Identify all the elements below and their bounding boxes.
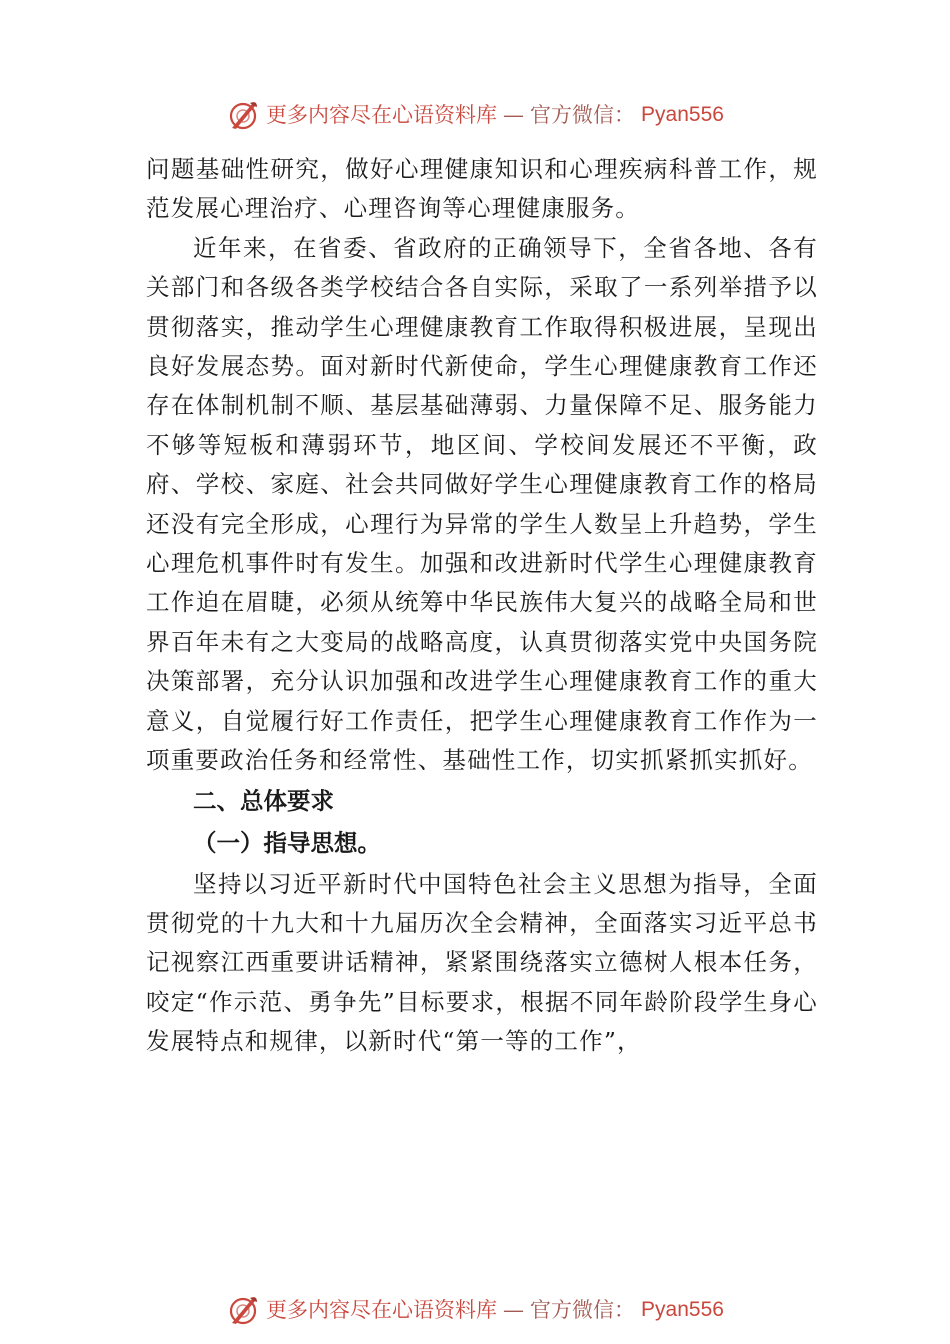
header-watermark <box>0 98 950 132</box>
footer-watermark <box>0 1293 950 1327</box>
watermark-dash: — <box>503 1298 525 1322</box>
watermark-wechat-id: Pyan556 <box>641 103 724 126</box>
document-body <box>146 150 818 1062</box>
quill-pen-logo-icon <box>226 98 260 132</box>
paragraph-continuation: 问题基础性研究，做好心理健康知识和心理疾病科普工作，规范发展心理治疗、心理咨询等心理健康服务。 <box>146 155 818 223</box>
paragraph-guiding-thought: 坚持以习近平新时代中国特色社会主义思想为指导，全面贯彻党的十九大和十九届历次全会精神，全面落实习近平总书记视察江西重要讲话精神，紧紧围绕落实立德树人根本任务，咬定“作示范、勇争先”目标要求，根据不同年龄阶段学生身心发展特点和规律，以新时代“第一等的工作”， <box>146 869 818 1056</box>
subsection-heading: （一）指导思想。 <box>193 828 381 857</box>
quill-pen-logo-icon <box>226 1293 260 1327</box>
watermark-main-text: 更多内容尽在心语资料库 <box>266 103 498 127</box>
watermark-sub-text: 官方微信： <box>530 1298 636 1322</box>
watermark-wechat-id: Pyan556 <box>641 1298 724 1321</box>
watermark-main-text: 更多内容尽在心语资料库 <box>266 1298 498 1322</box>
section-heading: 二、总体要求 <box>193 786 334 815</box>
watermark-dash: — <box>503 103 525 127</box>
paragraph-background: 近年来，在省委、省政府的正确领导下，全省各地、各有关部门和各级各类学校结合各自实际，采取了一系列举措予以贯彻落实，推动学生心理健康教育工作取得积极进展，呈现出良好发展态势。面对新时代新使命，学生心理健康教育工作还存在体制机制不顺、基层基础薄弱、力量保障不足、服务能力不够等短板和薄弱环节，地区间、学校间发展还不平衡，政府、学校、家庭、社会共同做好学生心理健康教育工作的格局还没有完全形成，心理行为异常的学生人数呈上升趋势，学生心理危机事件时有发生。加强和改进新时代学生心理健康教育工作迫在眉睫，必须从统筹中华民族伟大复兴的战略全局和世界百年未有之大变局的战略高度，认真贯彻落实党中央国务院决策部署，充分认识加强和改进学生心理健康教育工作的重大意义，自觉履行好工作责任，把学生心理健康教育工作作为一项重要政治任务和经常性、基础性工作，切实抓紧抓实抓好。 <box>146 233 818 775</box>
watermark-sub-text: 官方微信： <box>530 103 636 127</box>
